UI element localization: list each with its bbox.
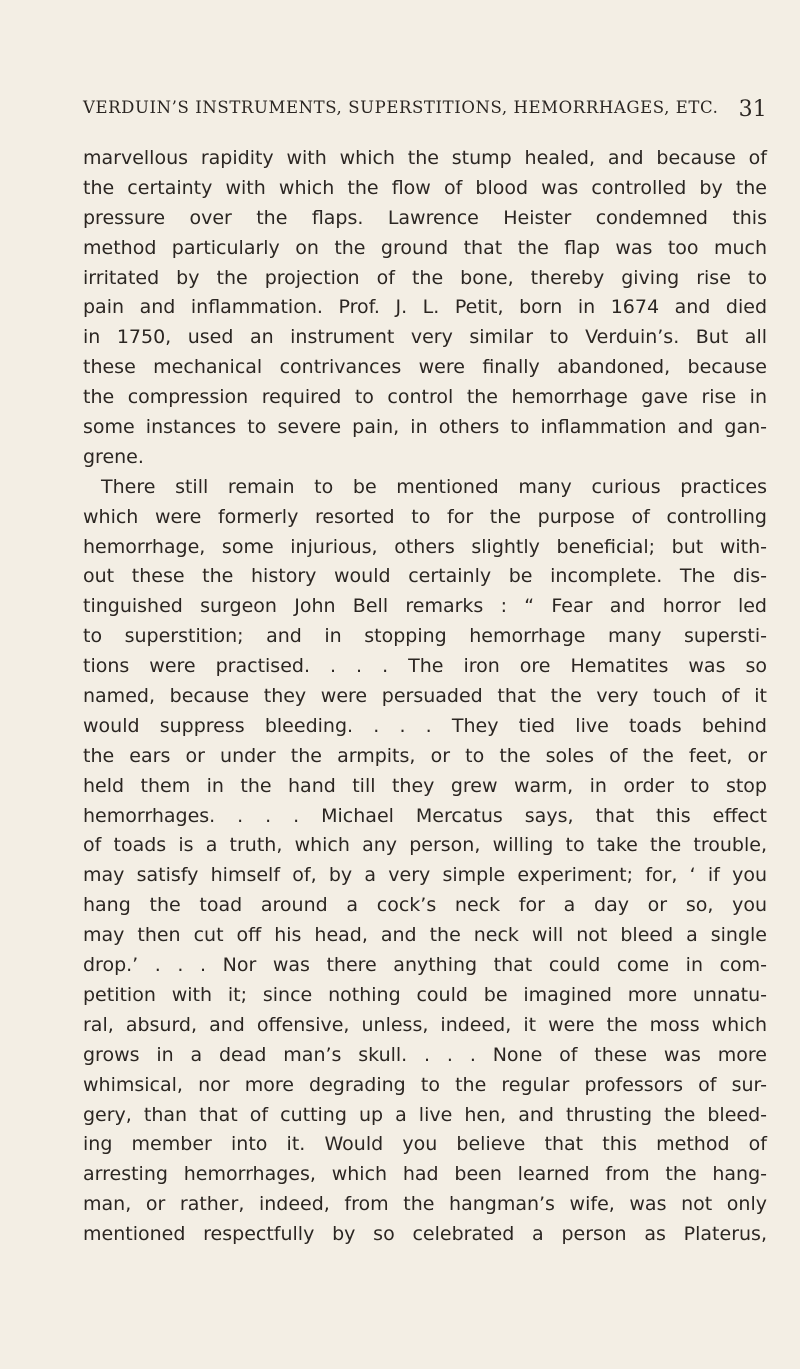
text-line: to superstition; and in stopping hemorrhage many supersti- [83,625,767,648]
text-line: in 1750, used an instrument very similar to Verduin’s. But all [83,326,767,349]
text-line: may satisfy himself of, by a very simple experiment; for, ‘ if you [83,864,767,887]
text-line: arresting hemorrhages, which had been learned from the hang- [83,1163,767,1186]
text-line: which were formerly resorted to for the purpose of controlling [83,505,767,528]
text-line: gery, than that of cutting up a live hen, and thrusting the bleed- [83,1103,767,1126]
text-line: mentioned respectfully by so celebrated a person as Platerus, [83,1223,767,1246]
text-line: pain and inflammation. Prof. J. L. Petit, born in 1674 and died [83,296,767,319]
text-line: grows in a dead man’s skull. . . . None of these was more [83,1043,767,1066]
text-line: grene. [83,445,144,468]
text-line: tinguished surgeon John Bell remarks : “ Fear and horror led [83,595,767,618]
text-line: the certainty with which the flow of blood was controlled by the [83,176,767,199]
page-number: 31 [738,97,767,122]
running-head-title: VERDUIN’S INSTRUMENTS, SUPERSTITIONS, HEMORRHAGES, ETC. [83,98,719,117]
running-head [83,98,767,134]
text-line: may then cut off his head, and the neck will not bleed a single [83,924,767,947]
text-line: held them in the hand till they grew warm, in order to stop [83,774,767,797]
text-line: method particularly on the ground that the flap was too much [83,236,767,259]
text-line: ral, absurd, and offensive, unless, indeed, it were the moss which [83,1013,767,1036]
text-line: tions were practised. . . . The iron ore Hematites was so [83,655,767,678]
text-line: the ears or under the armpits, or to the soles of the feet, or [83,744,767,767]
text-line: man, or rather, indeed, from the hangman’s wife, was not only [83,1193,767,1216]
text-line: marvellous rapidity with which the stump healed, and because of [83,147,767,169]
text-line: hemorrhages. . . . Michael Mercatus says, that this effect [83,804,767,827]
text-line: pressure over the flaps. Lawrence Heister condemned this [83,206,767,229]
text-line: hemorrhage, some injurious, others slightly beneficial; but with- [83,535,767,558]
text-line: whimsical, nor more degrading to the regular professors of sur- [83,1073,767,1096]
text-line: the compression required to control the hemorrhage gave rise in [83,386,767,409]
text-line: petition with it; since nothing could be imagined more unnatu- [83,983,767,1006]
text-line: would suppress bleeding. . . . They tied live toads behind [83,714,767,737]
paragraph-start-line: There still remain to be mentioned many curious practices [101,475,767,498]
text-line: hang the toad around a cock’s neck for a day or so, you [83,894,767,917]
text-line: some instances to severe pain, in others to inflammation and gan- [83,416,767,439]
text-line: named, because they were persuaded that the very touch of it [83,685,767,708]
body-text [83,144,767,1250]
text-line: drop.’ . . . Nor was there anything that could come in com- [83,954,767,977]
text-line: of toads is a truth, which any person, willing to take the trouble, [83,834,767,857]
text-line: these mechanical contrivances were finally abandoned, because [83,356,767,379]
text-line: out these the history would certainly be incomplete. The dis- [83,565,767,588]
text-line: ing member into it. Would you believe that this method of [83,1133,767,1156]
text-line: irritated by the projection of the bone, thereby giving rise to [83,266,767,289]
